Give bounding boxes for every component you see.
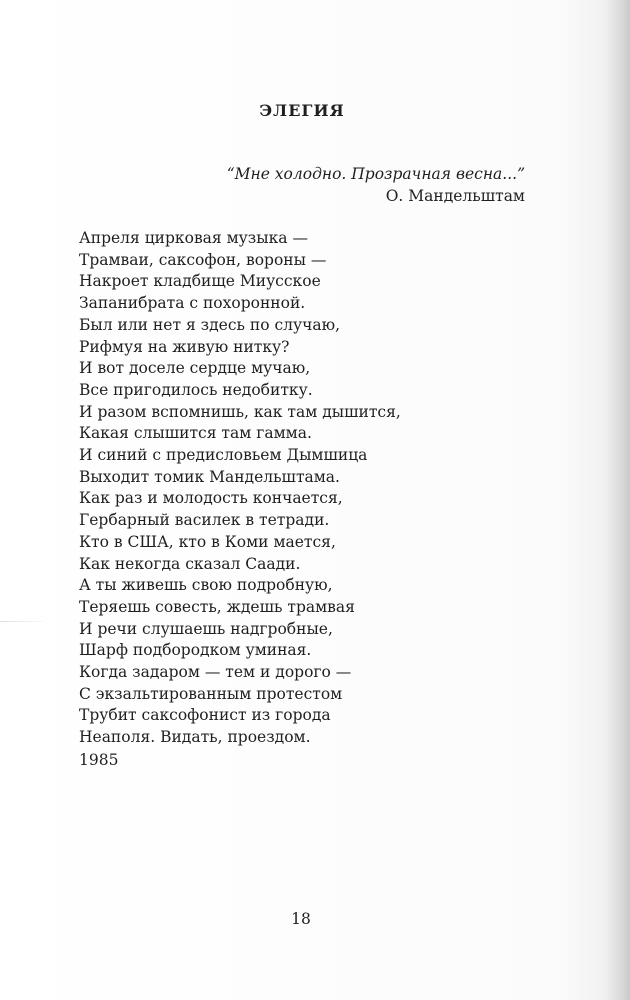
poem-line: Как раз и молодость кончается,: [79, 489, 343, 508]
poem-year: 1985: [79, 751, 119, 769]
poem-title: ЭЛЕГИЯ: [259, 101, 345, 120]
poem-line: Неаполя. Видать, проездом.: [79, 728, 311, 747]
poem-line: Теряешь совесть, ждешь трамвая: [79, 597, 355, 616]
poem-line: Запанибрата с похоронной.: [79, 294, 306, 313]
page-number: 18: [291, 910, 311, 928]
poem-line: Апреля цирковая музыка —: [79, 229, 308, 247]
poem-line: А ты живешь свою подробную,: [79, 576, 333, 595]
poem-line: Как некогда сказал Саади.: [79, 554, 301, 573]
poem-line: Трамваи, саксофон, вороны —: [79, 250, 327, 269]
poem-line: Все пригодилось недобитку.: [79, 380, 313, 399]
poem-line: Был или нет я здесь по случаю,: [79, 315, 341, 334]
poem-line: Трубит саксофонист из города: [79, 706, 331, 725]
scan-margin-mark: [0, 621, 44, 622]
poem-line: И синий с предисловьем Дымшица: [79, 446, 368, 465]
poem-body: [79, 228, 401, 749]
poem-line: Какая слышится там гамма.: [79, 424, 312, 443]
page-edge-shadow: [604, 0, 630, 1000]
poem-line: И разом вспомнишь, как там дышится,: [79, 402, 401, 421]
poem-line: И речи слушаешь надгробные,: [79, 619, 333, 638]
epigraph-author: О. Мандельштам: [385, 187, 525, 205]
poem-line: И вот доселе сердце мучаю,: [79, 359, 311, 378]
poem-line: Кто в США, кто в Коми мается,: [79, 532, 336, 551]
poem-line: Шарф подбородком уминая.: [79, 641, 312, 660]
epigraph-quote: “Мне холодно. Прозрачная весна...”: [226, 165, 525, 183]
poem-line: Когда задаром — тем и дорого —: [79, 663, 352, 682]
poem-line: С экзальтированным протестом: [79, 684, 343, 703]
poem-line: Накроет кладбище Миусское: [79, 272, 321, 291]
epigraph: [227, 163, 525, 207]
poem-line: Гербарный василек в тетради.: [79, 511, 330, 530]
poem-line: Выходит томик Мандельштама.: [79, 467, 340, 486]
poem-line: Рифмуя на живую нитку?: [79, 337, 290, 356]
